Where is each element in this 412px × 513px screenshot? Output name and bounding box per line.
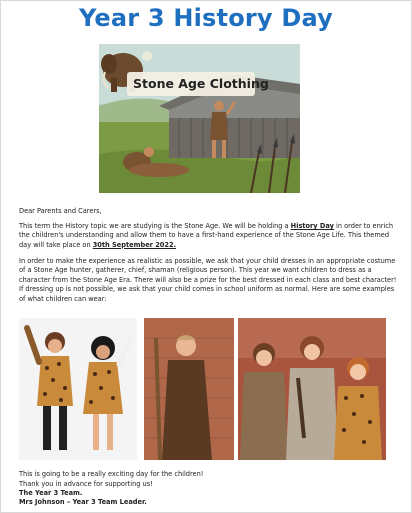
stone-age-scene-image (99, 44, 300, 193)
history-day-highlight: History Day (290, 222, 334, 230)
intro-paragraph (19, 222, 401, 250)
hero-caption: Stone Age Clothing (133, 76, 269, 91)
leopard-costume-children-image (19, 318, 137, 460)
page-title: Year 3 History Day (79, 4, 333, 32)
greeting: Dear Parents and Carers, (19, 207, 102, 215)
hero-illustration (99, 44, 300, 193)
signature-team: The Year 3 Team. (19, 489, 83, 497)
costume-photo-2 (144, 318, 234, 460)
event-date: 30th September 2022. (92, 240, 177, 249)
intro-text-2: in order to enrich the children's understanding and allow them to have a first-hand experience of the Stone Age Life. This themed day will take place on (19, 222, 394, 249)
costume-photo-1 (19, 318, 137, 460)
closing-line-2: Thank you in advance for supporting us! (19, 480, 153, 488)
fur-costume-children-image (238, 318, 386, 460)
signature-leader: Mrs Johnson – Year 3 Team Leader. (19, 498, 147, 506)
intro-text-1: This term the History topic we are studying is the Stone Age. We will be holding a (19, 222, 291, 230)
brown-robe-child-image (144, 318, 234, 460)
closing-line-1: This is going to be a really exciting day for the children! (19, 470, 204, 478)
costume-photo-3 (238, 318, 386, 460)
costume-paragraph: In order to make the experience as realistic as possible, we ask that your child dresses in an appropriate costume of a Stone Age hunter, gatherer, chief, shaman (religious person). This year we want children to dress as a character from the Stone Age Era. There will also be a prize for the best dressed in each class and best character! If dressing up is not possible, we ask that your child comes in school uniform as normal. Here are some examples of what children can wear: (19, 257, 397, 303)
